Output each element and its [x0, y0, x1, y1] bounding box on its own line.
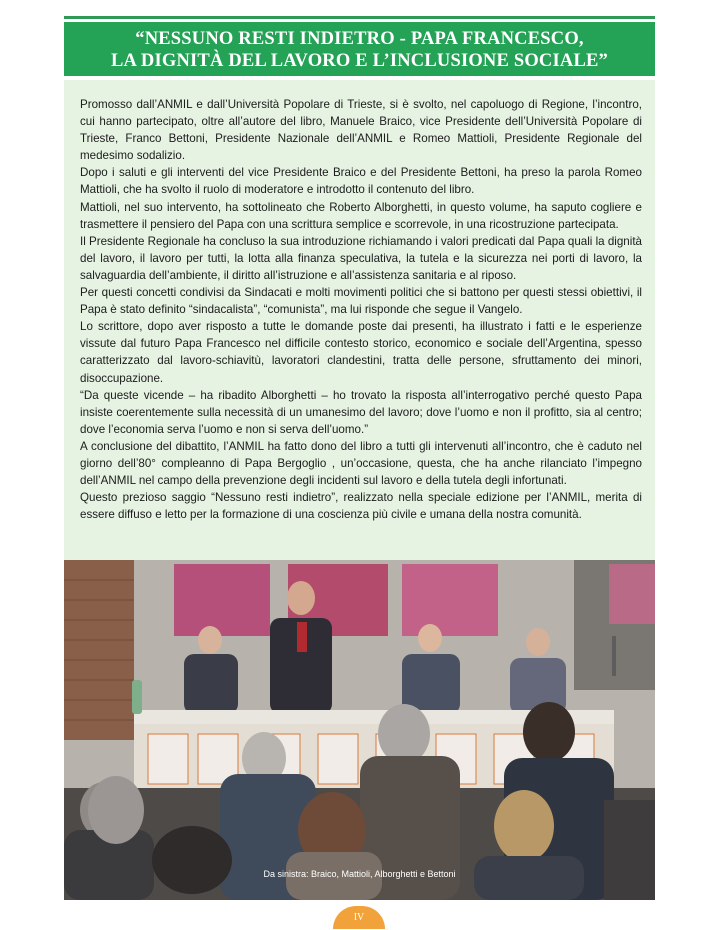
- event-photo-illustration: [64, 560, 655, 900]
- article-paragraph: Mattioli, nel suo intervento, ha sottolineato che Roberto Alborghetti, in questo volume, ha saputo cogliere e trasmettere il pensiero del Papa con una scrittura semplice e scorrevole, in una ricostruzione partecipata.: [80, 200, 642, 231]
- article-body-box: [64, 80, 655, 560]
- article-paragraph: Dopo i saluti e gli interventi del vice Presidente Braico e del Presidente Bettoni, ha preso la parola Romeo Mattioli, che ha svolto il ruolo di moderatore e introdotto il contenuto del libro.: [80, 166, 642, 197]
- article-text: [80, 96, 642, 523]
- event-photo: [64, 560, 655, 900]
- article-paragraph: Lo scrittore, dopo aver risposto a tutte le domande poste dai presenti, ha illustrato i fatti e le esperienze vissute dal futuro Papa Francesco nel difficile contesto storico, economico e sociale dell’Argentina, spesso caratterizzato dal lavoro-schiavitù, lavoratori clandestini, tratta delle persone, sfruttamento dei minori, disoccupazione.: [80, 320, 642, 385]
- article-paragraph: Questo prezioso saggio “Nessuno resti indietro”, realizzato nella speciale edizione per l’ANMIL, merita di essere diffuso e letto per la formazione di una coscienza più civile e umana della nostra comunità.: [80, 491, 642, 522]
- article-paragraph: “Da queste vicende – ha ribadito Alborghetti – ho trovato la risposta all’interrogativo perché questo Papa insiste coerentemente sulla necessità di un umanesimo del lavoro; dove l’uomo e non il profitto, sia al centro; dove l’economia serva l’uomo e non si serva dell’uomo.”: [80, 388, 642, 436]
- article-paragraph: A conclusione del dibattito, l’ANMIL ha fatto dono del libro a tutti gli intervenuti all’incontro, che è caduto nel giorno dell’80° compleanno di Papa Bergoglio , un’occasione, questa, che ha anche rilanciato l’impegno dell’ANMIL nel campo della prevenzione degli incidenti sul lavoro e della tutela degli infortunati.: [80, 439, 642, 488]
- title-line-1: “NESSUNO RESTI INDIETRO - PAPA FRANCESCO,: [135, 29, 584, 49]
- article-paragraph: Per questi concetti condivisi da Sindacati e molti movimenti politici che si battono per questi stessi obiettivi, il Papa è stato definito “sindacalista”, “comunista”, ma lui risponde che segue il Vangelo.: [80, 286, 642, 317]
- title-line-2: LA DIGNITÀ DEL LAVORO E L’INCLUSIONE SOCIALE”: [111, 51, 608, 71]
- top-green-rule: [64, 16, 655, 19]
- page-number: IV: [333, 906, 385, 929]
- article-paragraph: Il Presidente Regionale ha concluso la sua introduzione richiamando i valori predicati dal Papa quali la dignità del lavoro, il lavoro per tutti, la lotta alla finanza speculativa, la tutela e la sicurezza nei porti di lavoro, la salvaguardia dell’ambiente, il diritto all’istruzione e all’assistenza sanitaria e al riposo.: [80, 234, 642, 282]
- article-title: [64, 22, 655, 76]
- article-paragraph: Promosso dall’ANMIL e dall’Università Popolare di Trieste, si è svolto, nel capoluogo di Regione, l’incontro, cui hanno partecipato, oltre all’autore del libro, Manuele Braico, vice Presidente dell’Università Popolare di Trieste, Franco Bettoni, Presidente Nazionale dell’ANMIL e Romeo Mattioli, Presidente Regionale del medesimo sodalizio.: [80, 98, 642, 163]
- photo-caption: Da sinistra: Braico, Mattioli, Alborghetti e Bettoni: [263, 869, 456, 879]
